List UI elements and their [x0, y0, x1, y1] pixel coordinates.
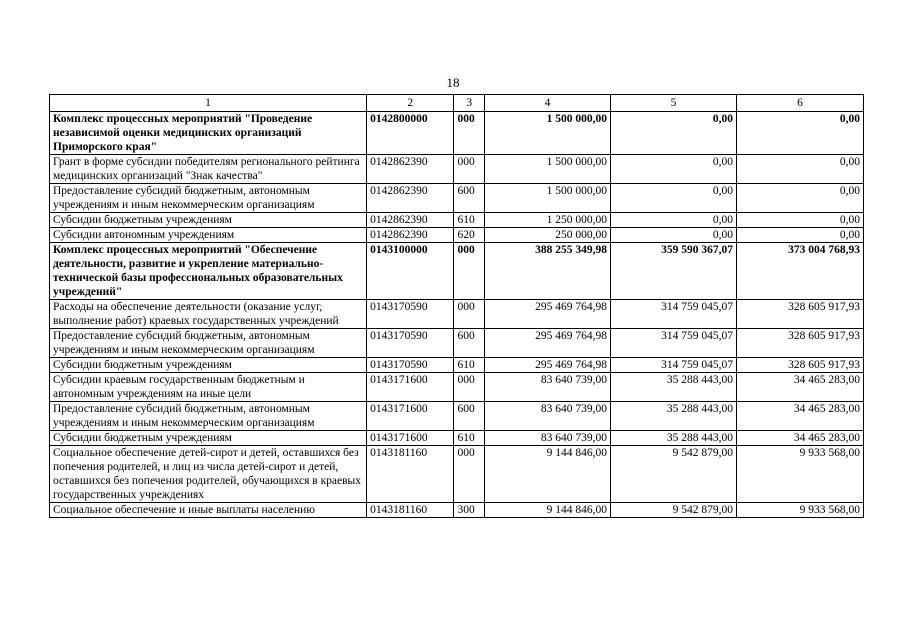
table-row — [50, 112, 864, 155]
row-code: 0143181160 — [367, 503, 454, 518]
column-header: 3 — [454, 95, 484, 112]
table-row — [50, 373, 864, 402]
row-value-6: 9 933 568,00 — [736, 446, 863, 503]
row-code: 0142862390 — [367, 184, 454, 213]
row-value-5: 0,00 — [610, 213, 736, 228]
row-type: 610 — [454, 358, 484, 373]
table-row — [50, 503, 864, 518]
row-value-5: 35 288 443,00 — [610, 373, 736, 402]
row-name: Субсидии бюджетным учреждениям — [50, 358, 367, 373]
row-value-4: 9 144 846,00 — [484, 503, 610, 518]
table-row — [50, 184, 864, 213]
row-name: Предоставление субсидий бюджетным, автономным учреждениям и иным некоммерческим организациям — [50, 402, 367, 431]
row-value-5: 35 288 443,00 — [610, 402, 736, 431]
row-code: 0142862390 — [367, 155, 454, 184]
row-value-5: 0,00 — [610, 228, 736, 243]
row-value-5: 0,00 — [610, 155, 736, 184]
row-value-4: 1 500 000,00 — [484, 155, 610, 184]
row-name: Субсидии автономным учреждениям — [50, 228, 367, 243]
row-value-4: 295 469 764,98 — [484, 358, 610, 373]
row-value-6: 328 605 917,93 — [736, 358, 863, 373]
row-code: 0143170590 — [367, 329, 454, 358]
row-value-4: 388 255 349,98 — [484, 243, 610, 300]
row-value-4: 1 250 000,00 — [484, 213, 610, 228]
table-row — [50, 155, 864, 184]
row-value-5: 9 542 879,00 — [610, 446, 736, 503]
row-value-4: 9 144 846,00 — [484, 446, 610, 503]
row-value-5: 314 759 045,07 — [610, 358, 736, 373]
row-code: 0143171600 — [367, 373, 454, 402]
row-name: Предоставление субсидий бюджетным, автономным учреждениям и иным некоммерческим организациям — [50, 184, 367, 213]
row-type: 610 — [454, 431, 484, 446]
row-name: Комплекс процессных мероприятий "Обеспечение деятельности, развитие и укрепление материально-технической базы профессиональных образовательных учреждений" — [50, 243, 367, 300]
table-row — [50, 300, 864, 329]
row-code: 0143171600 — [367, 431, 454, 446]
table-row — [50, 446, 864, 503]
row-value-4: 250 000,00 — [484, 228, 610, 243]
row-code: 0142862390 — [367, 228, 454, 243]
row-value-5: 314 759 045,07 — [610, 300, 736, 329]
row-type: 000 — [454, 373, 484, 402]
row-value-5: 0,00 — [610, 184, 736, 213]
row-code: 0143170590 — [367, 300, 454, 329]
column-header: 5 — [610, 95, 736, 112]
row-type: 600 — [454, 329, 484, 358]
row-code: 0142862390 — [367, 213, 454, 228]
row-code: 0143100000 — [367, 243, 454, 300]
column-header: 6 — [736, 95, 863, 112]
row-type: 620 — [454, 228, 484, 243]
table-row — [50, 402, 864, 431]
row-value-6: 0,00 — [736, 155, 863, 184]
row-value-6: 34 465 283,00 — [736, 431, 863, 446]
row-name: Субсидии бюджетным учреждениям — [50, 213, 367, 228]
row-type: 600 — [454, 402, 484, 431]
row-value-4: 83 640 739,00 — [484, 431, 610, 446]
row-value-6: 34 465 283,00 — [736, 402, 863, 431]
row-name: Социальное обеспечение и иные выплаты населению — [50, 503, 367, 518]
row-value-6: 328 605 917,93 — [736, 329, 863, 358]
row-code: 0142800000 — [367, 112, 454, 155]
table-row — [50, 243, 864, 300]
row-type: 000 — [454, 300, 484, 329]
page-number: 18 — [446, 75, 460, 90]
row-value-6: 9 933 568,00 — [736, 503, 863, 518]
row-value-4: 295 469 764,98 — [484, 329, 610, 358]
row-value-5: 0,00 — [610, 112, 736, 155]
row-type: 600 — [454, 184, 484, 213]
budget-table — [49, 94, 864, 518]
row-name: Грант в форме субсидии победителям регионального рейтинга медицинских организаций "Знак качества" — [50, 155, 367, 184]
table-row — [50, 329, 864, 358]
row-value-4: 83 640 739,00 — [484, 373, 610, 402]
table-row — [50, 228, 864, 243]
row-value-6: 34 465 283,00 — [736, 373, 863, 402]
row-value-4: 1 500 000,00 — [484, 184, 610, 213]
table-row — [50, 358, 864, 373]
row-code: 0143171600 — [367, 402, 454, 431]
row-type: 000 — [454, 446, 484, 503]
row-name: Субсидии краевым государственным бюджетным и автономным учреждениям на иные цели — [50, 373, 367, 402]
column-header: 2 — [367, 95, 454, 112]
row-name: Предоставление субсидий бюджетным, автономным учреждениям и иным некоммерческим организациям — [50, 329, 367, 358]
row-value-6: 0,00 — [736, 112, 863, 155]
table-row — [50, 213, 864, 228]
row-value-4: 295 469 764,98 — [484, 300, 610, 329]
row-value-6: 373 004 768,93 — [736, 243, 863, 300]
row-name: Комплекс процессных мероприятий "Проведение независимой оценки медицинских организаций Приморского края" — [50, 112, 367, 155]
row-type: 000 — [454, 243, 484, 300]
column-header: 4 — [484, 95, 610, 112]
row-name: Социальное обеспечение детей-сирот и детей, оставшихся без попечения родителей, и лиц из числа детей-сирот и детей, оставшихся без попечения родителей, обучающихся в краевых государственных учреждениях — [50, 446, 367, 503]
row-value-6: 0,00 — [736, 184, 863, 213]
row-type: 300 — [454, 503, 484, 518]
row-type: 000 — [454, 112, 484, 155]
column-header: 1 — [50, 95, 367, 112]
row-name: Субсидии бюджетным учреждениям — [50, 431, 367, 446]
row-value-4: 1 500 000,00 — [484, 112, 610, 155]
row-value-4: 83 640 739,00 — [484, 402, 610, 431]
row-code: 0143170590 — [367, 358, 454, 373]
row-name: Расходы на обеспечение деятельности (оказание услуг, выполнение работ) краевых государственных учреждений — [50, 300, 367, 329]
row-value-6: 0,00 — [736, 213, 863, 228]
table-header-row — [50, 95, 864, 112]
row-value-5: 9 542 879,00 — [610, 503, 736, 518]
row-value-5: 359 590 367,07 — [610, 243, 736, 300]
row-code: 0143181160 — [367, 446, 454, 503]
row-value-5: 35 288 443,00 — [610, 431, 736, 446]
row-type: 000 — [454, 155, 484, 184]
table-row — [50, 431, 864, 446]
row-value-5: 314 759 045,07 — [610, 329, 736, 358]
row-value-6: 0,00 — [736, 228, 863, 243]
row-type: 610 — [454, 213, 484, 228]
row-value-6: 328 605 917,93 — [736, 300, 863, 329]
